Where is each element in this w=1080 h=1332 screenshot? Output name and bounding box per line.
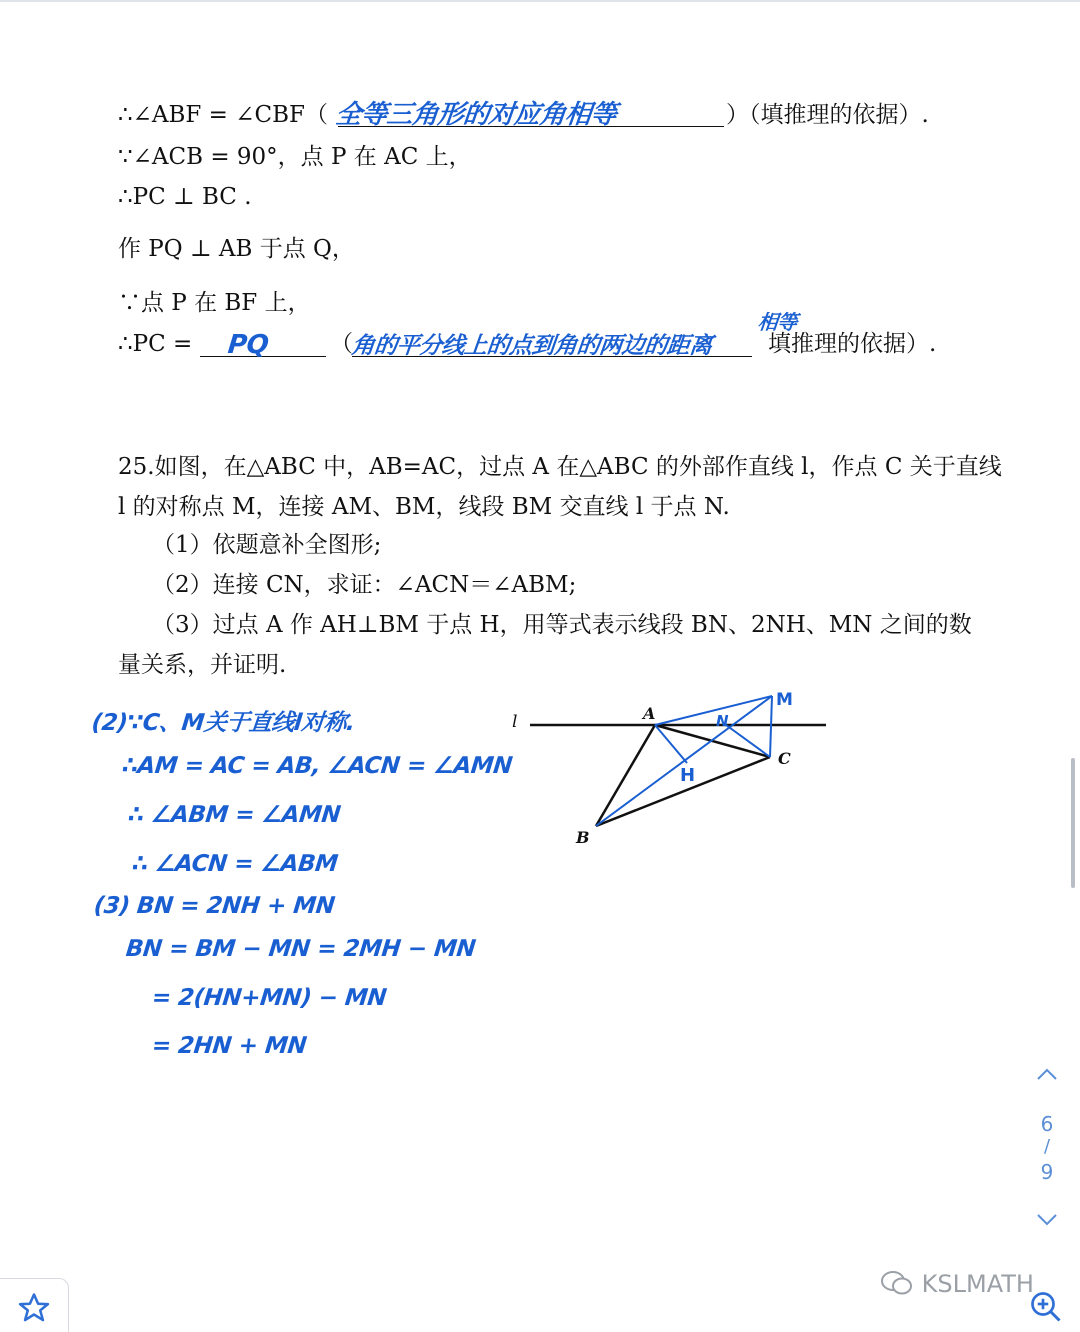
handwritten-step-7: = 2(HN+MN) − MN (150, 985, 388, 1011)
proof-line-6-suffix: 填推理的依据）. (768, 331, 937, 357)
page-up-button[interactable] (1025, 1062, 1069, 1086)
proof-line-1-text: ∴∠ABF = ∠CBF（ (118, 102, 328, 128)
proof-line-1 (118, 100, 328, 130)
proof-line-6-paren: （ (330, 331, 353, 357)
proof-line-6: ∴PC = (118, 331, 193, 357)
top-border (0, 0, 1080, 2)
page-separator: / (1043, 1136, 1051, 1157)
proof-line-1-suffix: ）（填推理的依据）. (726, 102, 929, 128)
question-25-part-3-b: 量关系，并证明. (118, 652, 287, 678)
question-25-line-1: 25.如图，在△ABC 中，AB=AC，过点 A 在△ABC 的外部作直线 l，作点 C 关于直线 (118, 454, 1002, 480)
handwritten-answer-1: 全等三角形的对应角相等 (334, 100, 618, 130)
proof-line-3: ∴PC ⊥ BC . (118, 184, 252, 210)
handwritten-step-1: (2)∵C、M关于直线l对称. (90, 710, 357, 736)
question-25-part-2: （2）连接 CN，求证：∠ACN＝∠ABM; (152, 572, 577, 598)
segment-MC (770, 696, 772, 757)
page-total: 9 (1040, 1160, 1054, 1184)
chevron-down-icon (1036, 1213, 1058, 1227)
question-25-part-1: （1）依题意补全图形; (152, 532, 382, 558)
page-down-button[interactable] (1025, 1208, 1069, 1232)
label-M: M (776, 690, 793, 710)
segment-AB (596, 725, 655, 826)
label-N: N (716, 712, 729, 730)
segment-NC (726, 725, 770, 757)
favorite-button[interactable] (0, 1278, 69, 1332)
label-C: C (778, 749, 791, 768)
proof-line-4: 作 PQ ⊥ AB 于点 Q， (118, 236, 355, 262)
segment-BM (596, 696, 772, 826)
handwritten-answer-2: PQ (226, 330, 270, 360)
label-B: B (576, 828, 590, 847)
segment-AM (655, 696, 772, 725)
handwritten-step-4: ∴ ∠ACN = ∠ABM (130, 851, 339, 877)
handwritten-step-5: (3) BN = 2NH + MN (92, 893, 336, 919)
proof-line-5: ∵点 P 在 BF 上， (118, 290, 311, 316)
label-H: H (680, 765, 696, 786)
zoom-in-icon (1028, 1289, 1064, 1325)
handwritten-step-2: ∴AM = AC = AB, ∠ACN = ∠AMN (120, 753, 514, 779)
page-current: 6 (1040, 1112, 1054, 1136)
chevron-up-icon (1036, 1067, 1058, 1081)
scrollbar[interactable] (1071, 758, 1075, 888)
geometry-figure (500, 685, 840, 855)
question-25-part-3-a: （3）过点 A 作 AH⊥BM 于点 H，用等式表示线段 BN、2NH、MN 之间的数 (152, 612, 972, 638)
handwritten-answer-3: 角的平分线上的点到角的两边的距离 (350, 333, 714, 359)
handwritten-step-6: BN = BM − MN = 2MH − MN (124, 936, 477, 962)
question-25-line-2: l 的对称点 M，连接 AM、BM，线段 BM 交直线 l 于点 N. (118, 494, 730, 520)
handwritten-answer-3-sup: 相等 (756, 310, 799, 334)
wechat-icon (880, 1270, 914, 1296)
handwritten-step-3: ∴ ∠ABM = ∠AMN (126, 802, 342, 828)
handwritten-step-8: = 2HN + MN (150, 1033, 308, 1059)
label-A: A (643, 704, 656, 723)
watermark (880, 1270, 1034, 1298)
label-l: l (512, 712, 518, 732)
proof-line-2: ∵∠ACB = 90°，点 P 在 AC 上， (118, 144, 472, 170)
zoom-in-button[interactable] (1020, 1283, 1072, 1331)
watermark-text: KSLMATH (921, 1270, 1034, 1298)
star-icon (17, 1291, 51, 1325)
